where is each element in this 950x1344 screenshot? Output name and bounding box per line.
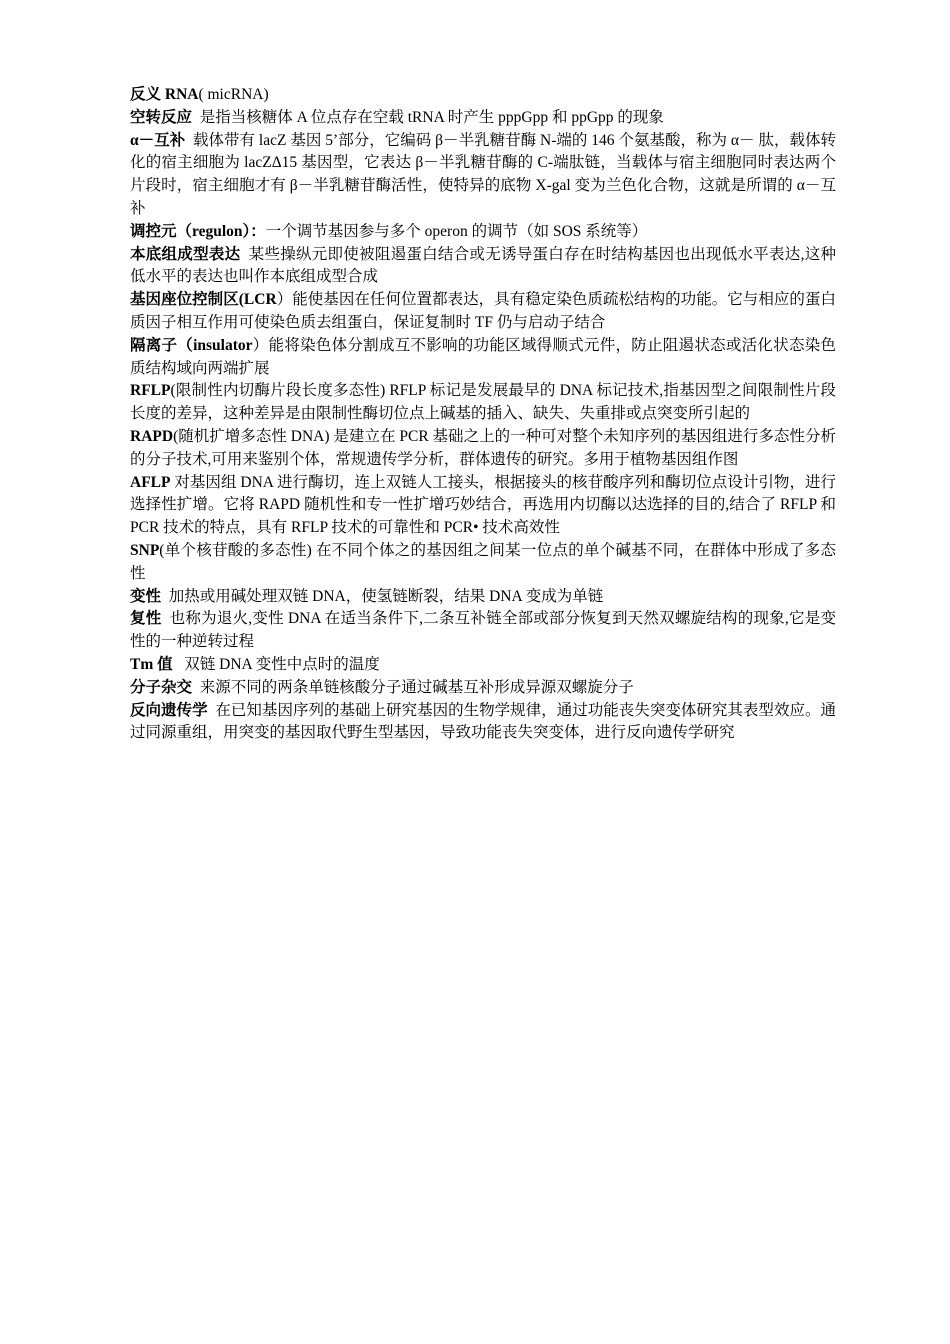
glossary-entry-denaturation	[130, 586, 836, 609]
glossary-entry-lcr	[130, 289, 836, 335]
glossary-entry-basal-expression	[130, 244, 836, 290]
entry-definition: 也称为退火,变性 DNA 在适当条件下,二条互补链全部或部分恢复到天然双螺旋结构的现象,它是变性的一种逆转过程	[130, 610, 836, 651]
entry-term: 复性	[130, 610, 162, 628]
entry-definition: ( micRNA)	[198, 86, 269, 103]
glossary-entry-idling-reaction	[130, 107, 836, 130]
glossary-entry-insulator	[130, 335, 836, 381]
entry-term: 本底组成型表达	[130, 245, 241, 263]
entry-term: 空转反应	[130, 108, 193, 126]
glossary-entry-rflp	[130, 380, 836, 426]
entry-term: 变性	[130, 587, 162, 605]
glossary-entry-reverse-genetics	[130, 700, 836, 746]
entry-definition: 加热或用碱处理双链 DNA，使氢链断裂，结果 DNA 变成为单链	[161, 587, 604, 605]
glossary-entry-alpha-complementation	[130, 130, 836, 221]
document-page	[130, 84, 840, 745]
glossary-entry-renaturation	[130, 608, 836, 654]
entry-term: SNP	[130, 541, 160, 559]
entry-term: 基因座位控制区(LCR	[130, 291, 277, 309]
entry-definition: 某些操纵元即使被阻遏蛋白结合或无诱导蛋白存在时结构基因也出现低水平表达,这种低水平的表达也叫作本底组成型合成	[130, 245, 836, 286]
entry-term: Tm 值	[130, 655, 173, 673]
entry-definition: 是指当核糖体 A 位点存在空载 tRNA 时产生 pppGpp 和 ppGpp 的现象	[192, 108, 664, 126]
entry-definition: 双链 DNA 变性中点时的温度	[172, 655, 380, 673]
glossary-entry-tm-value	[130, 654, 836, 677]
glossary-entry-hybridization	[130, 677, 836, 700]
entry-definition: 对基因组 DNA 进行酶切，连上双链人工接头，根据接头的核苷酸序列和酶切位点设计引物，进行选择性扩增。它将 RAPD 随机性和专一性扩增巧妙结合，再选用内切酶以达选择的目的,结合了 RFLP 和 PCR 技术的特点，具有 RFLP 技术的可靠性和 PCR• 技术高效性	[130, 473, 840, 537]
glossary-entry-aflp	[130, 472, 840, 540]
entry-definition: 载体带有 lacZ 基因 5’部分，它编码 β－半乳糖苷酶 N-端的 146 个氨基酸，称为 α－ 肽，载体转化的宿主细胞为 lacZΔ15 基因型，它表达 β－半乳糖苷酶的 C-端肽链，当载体与宿主细胞同时表达两个片段时，宿主细胞才有 β－半乳糖苷酶活性，使特异的底物 X-gal 变为兰色化合物，这就是所谓的 α－互补	[130, 131, 837, 217]
entry-term: 隔离子（insulator	[130, 336, 253, 354]
entry-definition: ）能使基因在任何位置都表达，具有稳定染色质疏松结构的功能。它与相应的蛋白质因子相互作用可使染色质去组蛋白，保证复制时 TF 仍与启动子结合	[130, 291, 836, 331]
entry-term: 分子杂交	[130, 678, 193, 696]
glossary-entry-antisense-rna	[130, 84, 836, 107]
entry-term: 反义 RNA	[130, 86, 199, 103]
glossary-entry-rapd	[130, 426, 836, 472]
entry-term: α－互补	[130, 131, 186, 149]
entry-term: AFLP	[130, 473, 171, 491]
entry-definition: 一个调节基因参与多个 operon 的调节（如 SOS 系统等）	[265, 222, 648, 240]
entry-definition: ）能将染色体分割成互不影响的功能区域得顺式元件，防止阻遏状态或活化状态染色质结构域向两端扩展	[130, 336, 836, 377]
glossary-entry-regulon	[130, 221, 836, 244]
entry-definition: (单个核苷酸的多态性) 在不同个体之的基因组之间某一位点的单个碱基不同，在群体中形成了多态性	[130, 541, 836, 582]
entry-definition: 来源不同的两条单链核酸分子通过碱基互补形成异源双螺旋分子	[192, 678, 634, 696]
entry-term: RAPD	[130, 427, 174, 445]
entry-definition: (限制性内切酶片段长度多态性) RFLP 标记是发展最早的 DNA 标记技术,指基因型之间限制性片段长度的差异，这种差异是由限制性酶切位点上碱基的插入、缺失、失重排或点突变所引起的	[130, 382, 836, 423]
entry-definition: (随机扩增多态性 DNA) 是建立在 PCR 基础之上的一种可对整个未知序列的基因组进行多态性分析的分子技术,可用来鉴别个体，常规遗传学分析，群体遗传的研究。多用于植物基因组作图	[130, 427, 836, 468]
entry-term: 反向遗传学	[130, 701, 208, 719]
glossary-entry-snp	[130, 540, 836, 586]
entry-term: 调控元（regulon）：	[130, 222, 266, 240]
entry-term: RFLP	[130, 382, 171, 400]
entry-definition: 在已知基因序列的基础上研究基因的生物学规律，通过功能丧失突变体研究其表型效应。通过同源重组，用突变的基因取代野生型基因，导致功能丧失突变体，进行反向遗传学研究	[130, 701, 836, 742]
